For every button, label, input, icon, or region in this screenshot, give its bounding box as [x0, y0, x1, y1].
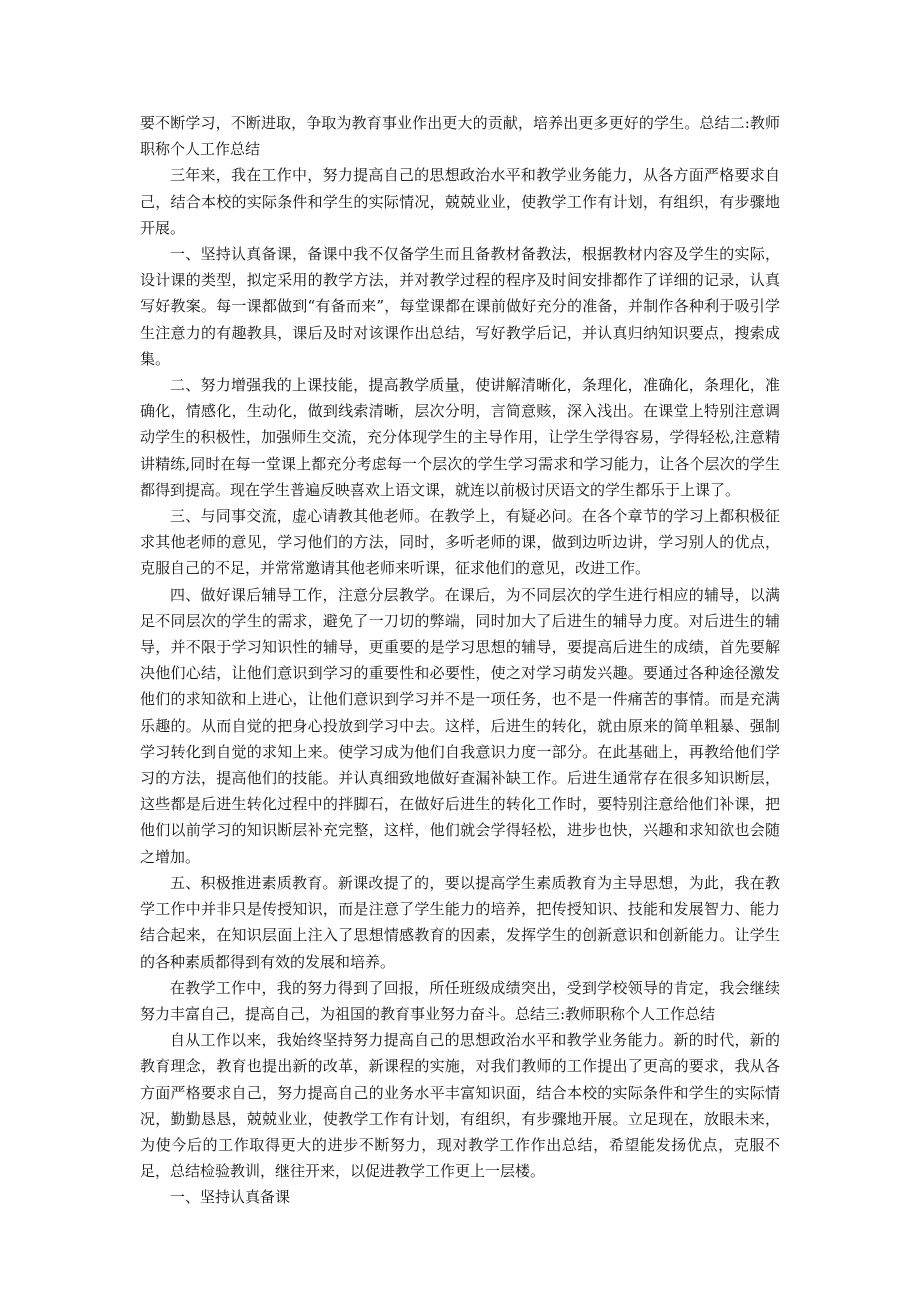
paragraph-teaching-skills: 二、努力增强我的上课技能，提高教学质量，使讲解清晰化，条理化，准确化，条理化，准确化，情感化，生动化，做到线索清晰，层次分明，言简意赅，深入浅出。在课堂上特别注意调动学生的积极性，加强师生交流，充分体现学生的主导作用，让学生学得容易，学得轻松,注意精讲精练,同时在每一堂课上都充分考虑每一个层次的学生学习需求和学习能力，让各个层次的学生都得到提高。现在学生普遍反映喜欢上语文课，就连以前极讨厌语文的学生都乐于上课了。 — [140, 376, 780, 499]
paragraph-intro: 三年来，我在工作中，努力提高自己的思想政治水平和教学业务能力，从各方面严格要求自己，结合本校的实际条件和学生的实际情况，兢兢业业，使教学工作有计划，有组织，有步骤地开展。 — [140, 166, 780, 237]
paragraph-section-heading: 一、坚持认真备课 — [170, 1188, 291, 1207]
paragraph-colleague-exchange: 三、与同事交流，虚心请教其他老师。在教学上，有疑必问。在各个章节的学习上都积极征求其他老师的意见，学习他们的方法，同时，多听老师的课，做到边听边讲，学习别人的优点，克服自己的不足，并常常邀请其他老师来听课，征求他们的意见，改进工作。 — [140, 507, 780, 578]
paragraph-lesson-prep: 一、坚持认真备课，备课中我不仅备学生而且备教材备教法，根据教材内容及学生的实际，设计课的类型，拟定采用的教学方法，并对教学过程的程序及时间安排都作了详细的记录，认真写好教案。每一课都做到“有备而来”，每堂课都在课前做好充分的准备，并制作各种利于吸引学生注意力的有趣教具，课后及时对该课作出总结，写好教学后记，并认真归纳知识要点，搜索成集。 — [140, 245, 780, 368]
paragraph-quality-education: 五、积极推进素质教育。新课改提了的，要以提高学生素质教育为主导思想，为此，我在教学工作中并非只是传授知识，而是注意了学生能力的培养，把传授知识、技能和发展智力、能力结合起来，在知识层面上注入了思想情感教育的因素，发挥学生的创新意识和创新能力。让学生的各种素质都得到有效的发展和培养。 — [140, 873, 780, 971]
paragraph-conclusion: 在教学工作中，我的努力得到了回报，所任班级成绩突出，受到学校领导的肯定，我会继续努力丰富自己，提高自己，为祖国的教育事业努力奋斗。总结三:教师职称个人工作总结 — [140, 978, 780, 1023]
paragraph-continuation: 要不断学习，不断进取，争取为教育事业作出更大的贡献，培养出更多更好的学生。总结二:教师职称个人工作总结 — [140, 114, 780, 159]
paragraph-summary-three-intro: 自从工作以来，我始终坚持努力提高自己的思想政治水平和教学业务能力。新的时代，新的教育理念，教育也提出新的改革，新课程的实施，对我们教师的工作提出了更高的要求，我从各方面严格要求自己，努力提高自己的业务水平丰富知识面，结合本校的实际条件和学生的实际情况，勤勤恳恳，兢兢业业，使教学工作有计划，有组织，有步骤地开展。立足现在，放眼未来，为使今后的工作取得更大的进步不断努力，现对教学工作作出总结，希望能发扬优点，克服不足，总结检验教训，继往开来，以促进教学工作更上一层楼。 — [140, 1031, 780, 1181]
document-body — [140, 110, 780, 1211]
paragraph-after-class-tutoring: 四、做好课后辅导工作，注意分层教学。在课后，为不同层次的学生进行相应的辅导，以满足不同层次的学生的需求，避免了一刀切的弊端，同时加大了后进生的辅导力度。对后进生的辅导，并不限于学习知识性的辅导，更重要的是学习思想的辅导，要提高后进生的成绩，首先要解决他们心结，让他们意识到学习的重要性和必要性，使之对学习萌发兴趣。要通过各种途径激发他们的求知欲和上进心，让他们意识到学习并不是一项任务，也不是一件痛苦的事情。而是充满乐趣的。从而自觉的把身心投放到学习中去。这样，后进生的转化，就由原来的简单粗暴、强制学习转化到自觉的求知上来。使学习成为他们自我意识力度一部分。在此基础上，再教给他们学习的方法，提高他们的技能。并认真细致地做好查漏补缺工作。后进生通常存在很多知识断层，这些都是后进生转化过程中的拌脚石，在做好后进生的转化工作时，要特别注意给他们补课，把他们以前学习的知识断层补充完整，这样，他们就会学得轻松，进步也快，兴趣和求知欲也会随之增加。 — [140, 585, 780, 866]
